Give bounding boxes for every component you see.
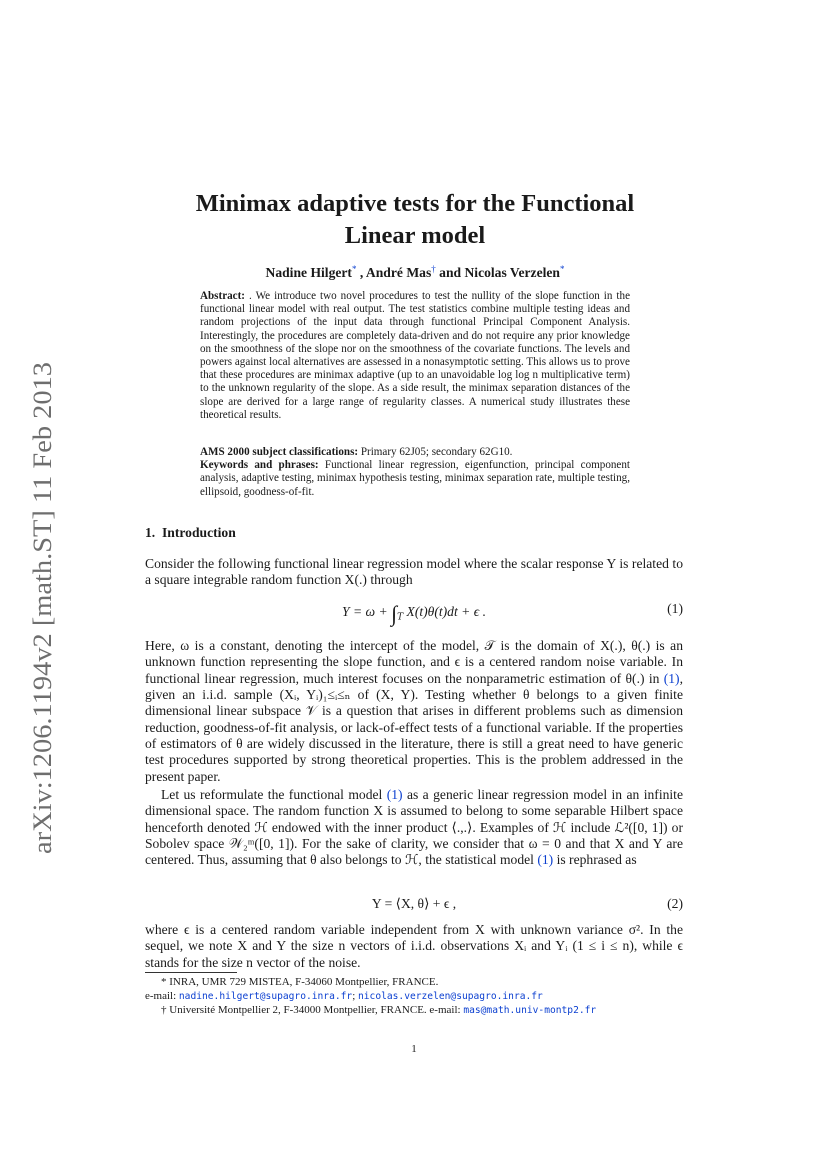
abstract-label: Abstract: xyxy=(200,290,245,302)
affiliation-mark-dagger[interactable]: † xyxy=(431,264,436,274)
email-separator: ; xyxy=(352,990,358,1002)
author-list xyxy=(145,264,685,281)
title-line-1: Minimax adaptive tests for the Functional xyxy=(195,190,635,217)
classification-block xyxy=(200,446,630,499)
integral-sign: ∫ xyxy=(391,601,398,626)
keywords-label: Keywords and phrases: xyxy=(200,459,319,472)
equation-1-rhs: X(t)θ(t)dt + ϵ . xyxy=(403,604,486,619)
author-hilgert: Nadine Hilgert xyxy=(265,265,352,280)
footnote-1-emails xyxy=(145,990,705,1004)
author-mas: André Mas xyxy=(365,265,432,280)
equation-2-body: Y = ⟨X, θ⟩ + ϵ , xyxy=(371,896,457,911)
arxiv-side-stamp xyxy=(20,358,60,858)
keywords-text: Functional linear regression, eigenfunction, principal component analysis, adaptive testing, minimax hypothesis testing, minimax separation rate, multiple testing, ellipsoid, goodness-of-fit. xyxy=(200,459,630,498)
arxiv-stamp-text: arXiv:1206.1194v2 [math.ST] 11 Feb 2013 xyxy=(28,403,57,854)
equation-1-lhs: Y = ω + xyxy=(341,604,392,619)
footnote-1: * INRA, UMR 729 MISTEA, F-34060 Montpellier, FRANCE. xyxy=(161,976,439,988)
affiliation-mark-star[interactable]: * xyxy=(559,264,565,274)
intro-paragraph-1: Consider the following functional linear regression model where the scalar response Y is related to a square integrable random function X(.) through xyxy=(145,556,683,588)
footnote-rule xyxy=(145,972,237,973)
equation-1-number: (1) xyxy=(667,601,683,616)
author-separator: , xyxy=(356,265,366,280)
intro-p2-part-a: Here, ω is a constant, denoting the intercept of the model, 𝒯 is the domain of X(.), θ(.) is an unknown function representing the slope function, and ϵ is a centered random noise variable. In functional linear regression, much interest focuses on the nonparametric estimation of θ(.) in xyxy=(145,638,683,686)
section-heading xyxy=(145,525,236,541)
email-label: e-mail: xyxy=(145,990,179,1002)
equation-1 xyxy=(145,601,683,626)
email-link-verzelen[interactable]: nicolas.verzelen@supagro.inra.fr xyxy=(358,991,543,1002)
section-number: 1. xyxy=(145,525,156,540)
email-link-mas[interactable]: mas@math.univ-montp2.fr xyxy=(463,1005,597,1016)
equation-1-domain: T xyxy=(397,612,404,623)
equation-2-number: (2) xyxy=(667,896,683,911)
ams-label: AMS 2000 subject classifications: xyxy=(200,446,359,458)
paper-title xyxy=(145,188,685,252)
keywords xyxy=(200,459,630,499)
email-link-hilgert[interactable]: nadine.hilgert@supagro.inra.fr xyxy=(178,991,353,1002)
abstract xyxy=(200,290,630,422)
equation-2 xyxy=(145,896,683,918)
intro-p3-part-a: Let us reformulate the functional model xyxy=(161,787,387,802)
footnote-2 xyxy=(145,1004,705,1018)
equation-ref-2[interactable]: (1) xyxy=(386,787,403,802)
abstract-text: . We introduce two novel procedures to test the nullity of the slope function in the functional linear model with real output. The test statistics combine multiple testing ideas and random projections of the input data through functional Principal Component Analysis. Interestingly, the procedures are completely data-driven and do not require any prior knowledge on the smoothness of the slope nor on the smoothness of the covariate functions. The levels and powers against local alternatives are assessed in a nonasymptotic setting. This allows us to prove that these procedures are minimax adaptive (up to an unavoidable log log n multiplicative term) to the unknown regularity of the slope. As a side result, the minimax separation distances of the slope are derived for a large range of regularity classes. A numerical study illustrates these theoretical results. xyxy=(200,290,630,421)
intro-paragraph-3 xyxy=(145,787,683,869)
intro-p2-part-b: , given an i.i.d. sample (Xᵢ, Yᵢ)₁≤ᵢ≤ₙ of (X, Y). Testing whether θ belongs to a given finite dimensional linear subspace 𝒱 is a question that arises in different problems such as dimension reduction, goodness-of-fit analysis, or lack-of-effect tests of a functional variable. If the properties of estimators of θ are widely discussed in the literature, there is still a great need to have generic test procedures supported by strong theoretical properties. This is the problem addressed in the present paper. xyxy=(145,670,683,784)
affiliation-mark-star[interactable]: * xyxy=(351,264,357,274)
intro-paragraph-4: where ϵ is a centered random variable independent from X with unknown variance σ². In the sequel, we note X and Y the size n vectors of i.i.d. observations Xᵢ and Yᵢ (1 ≤ i ≤ n), while ϵ stands for the size n vector of the noise. xyxy=(145,922,683,970)
author-verzelen: Nicolas Verzelen xyxy=(464,265,560,280)
equation-ref-3[interactable]: (1) xyxy=(537,852,554,868)
author-separator-and: and xyxy=(435,265,465,280)
page-number: 1 xyxy=(411,1043,417,1055)
intro-paragraph-2 xyxy=(145,638,683,785)
ams-classification xyxy=(200,446,630,459)
section-title: Introduction xyxy=(162,525,236,540)
intro-p3-part-b: as a generic linear regression model in an infinite dimensional space. The random function X is assumed to belong to some separable Hilbert space henceforth denoted ℋ endowed with the inner product ⟨.,.⟩. Examples of ℋ include ℒ²([0, 1]) or Sobolev space 𝒲₂ᵐ([0, 1]). For the sake of clarity, we consider that ω = 0 and that X and Y are centered. Thus, assuming that θ also belongs to ℋ, the statistical model xyxy=(145,787,683,868)
equation-1-body xyxy=(145,601,683,627)
ams-text: Primary 62J05; secondary 62G10. xyxy=(358,446,513,458)
title-line-2: Linear model xyxy=(344,222,486,249)
equation-ref-1[interactable]: (1) xyxy=(663,670,680,686)
footnote-2-text: † Université Montpellier 2, F-34000 Montpellier, FRANCE. e-mail: xyxy=(161,1004,464,1016)
intro-p3-part-c: is rephrased as xyxy=(553,852,637,868)
